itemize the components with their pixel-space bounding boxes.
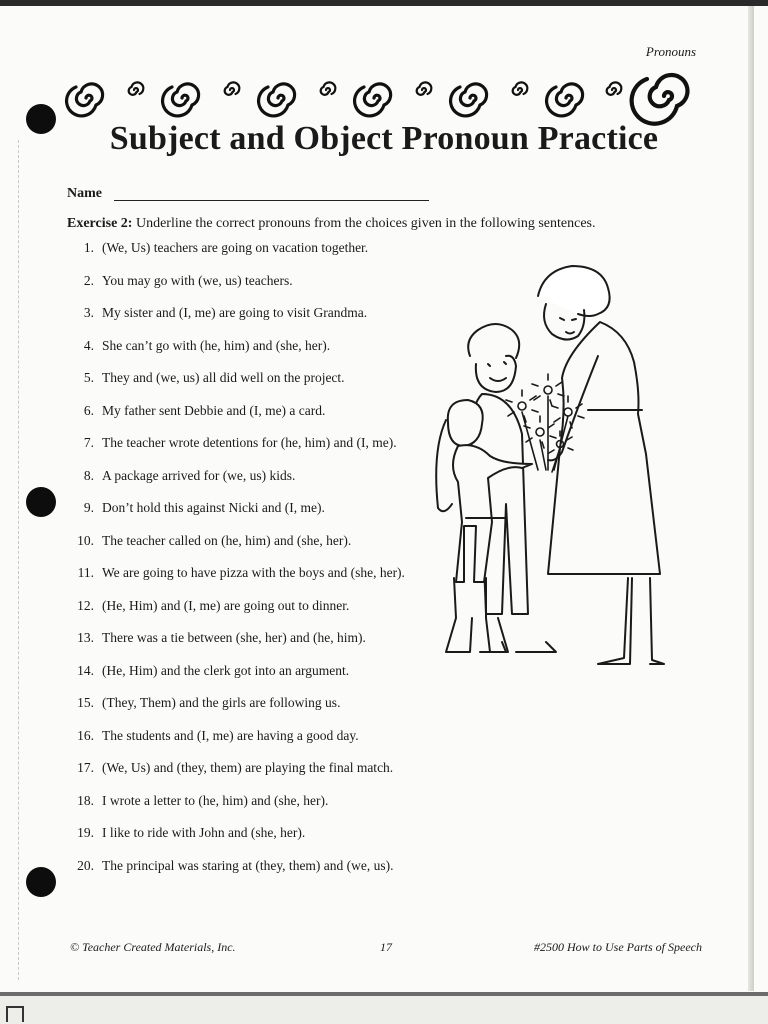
page-title: Subject and Object Pronoun Practice bbox=[109, 120, 659, 157]
item-number: 20. bbox=[77, 857, 94, 873]
list-item bbox=[68, 240, 468, 273]
item-sentence: My sister and (I, me) are going to visit Grandma. bbox=[102, 305, 368, 320]
binder-hole-icon bbox=[26, 487, 56, 517]
footer-book-title: #2500 How to Use Parts of Speech bbox=[534, 940, 702, 954]
footer-publisher: © Teacher Created Materials, Inc. bbox=[70, 940, 236, 954]
item-number: 11. bbox=[77, 565, 94, 580]
list-item bbox=[68, 273, 468, 306]
list-item bbox=[68, 598, 468, 631]
list-item bbox=[68, 728, 468, 761]
name-label: Name bbox=[67, 186, 102, 201]
list-item bbox=[68, 435, 468, 468]
item-sentence: You may go with (we, us) teachers. bbox=[102, 272, 293, 288]
footer-page-number: 17 bbox=[380, 940, 392, 954]
item-sentence: We are going to have pizza with the boys and (she, her). bbox=[102, 565, 405, 580]
list-item bbox=[68, 858, 468, 891]
item-number: 14. bbox=[77, 662, 94, 678]
exercise-instruction bbox=[67, 216, 595, 232]
binder-clip-icon bbox=[6, 1006, 24, 1022]
item-number: 12. bbox=[77, 597, 94, 613]
margin-rule bbox=[18, 140, 19, 980]
list-item bbox=[68, 663, 468, 696]
item-number: 17. bbox=[77, 760, 94, 775]
list-item bbox=[68, 533, 468, 566]
scan-bottom-strip bbox=[0, 996, 768, 1024]
list-item bbox=[68, 338, 468, 371]
item-sentence: The teacher called on (he, him) and (she, her). bbox=[102, 532, 352, 548]
item-sentence: Don’t hold this against Nicki and (I, me). bbox=[102, 500, 325, 515]
item-sentence: The principal was staring at (they, them) and (we, us). bbox=[102, 857, 394, 873]
item-sentence: (He, Him) and the clerk got into an argument. bbox=[102, 662, 350, 678]
list-item bbox=[68, 403, 468, 436]
list-item bbox=[68, 695, 468, 728]
item-sentence: They and (we, us) all did well on the project. bbox=[102, 370, 345, 385]
item-number: 1. bbox=[83, 240, 94, 255]
item-number: 8. bbox=[83, 467, 94, 483]
list-item bbox=[68, 825, 468, 858]
item-number: 18. bbox=[77, 792, 94, 808]
item-number: 15. bbox=[77, 695, 94, 710]
item-sentence: (He, Him) and (I, me) are going out to dinner. bbox=[102, 597, 350, 613]
item-number: 9. bbox=[83, 500, 94, 515]
sentence-list bbox=[68, 240, 468, 890]
family-flowers-illustration-icon bbox=[430, 260, 710, 680]
item-sentence: I wrote a letter to (he, him) and (she, her). bbox=[102, 792, 329, 808]
item-number: 10. bbox=[77, 532, 94, 548]
item-sentence: She can’t go with (he, him) and (she, her). bbox=[102, 337, 331, 353]
list-item bbox=[68, 565, 468, 598]
item-number: 5. bbox=[83, 370, 94, 385]
item-number: 19. bbox=[77, 825, 94, 840]
item-number: 3. bbox=[83, 305, 94, 320]
exercise-label: Exercise 2: bbox=[67, 216, 133, 231]
item-number: 6. bbox=[83, 402, 94, 418]
item-sentence: (We, Us) teachers are going on vacation together. bbox=[102, 240, 369, 255]
item-sentence: The teacher wrote detentions for (he, him) and (I, me). bbox=[102, 435, 397, 450]
list-item bbox=[68, 500, 468, 533]
name-field[interactable] bbox=[114, 200, 429, 201]
list-item bbox=[68, 370, 468, 403]
list-item bbox=[68, 760, 468, 793]
item-sentence: The students and (I, me) are having a good day. bbox=[102, 727, 359, 743]
item-sentence: I like to ride with John and (she, her). bbox=[102, 825, 306, 840]
item-number: 4. bbox=[83, 337, 94, 353]
list-item bbox=[68, 630, 468, 663]
item-number: 7. bbox=[83, 435, 94, 450]
item-sentence: (They, Them) and the girls are following us. bbox=[102, 695, 341, 710]
item-sentence: My father sent Debbie and (I, me) a card. bbox=[102, 402, 326, 418]
item-sentence: A package arrived for (we, us) kids. bbox=[102, 467, 296, 483]
page-top-edge bbox=[0, 0, 768, 6]
item-sentence: (We, Us) and (they, them) are playing the final match. bbox=[102, 760, 394, 775]
item-number: 16. bbox=[77, 727, 94, 743]
item-number: 13. bbox=[77, 630, 94, 645]
list-item bbox=[68, 793, 468, 826]
item-sentence: There was a tie between (she, her) and (he, him). bbox=[102, 630, 366, 645]
section-tag: Pronouns bbox=[645, 44, 696, 59]
binder-hole-icon bbox=[26, 867, 56, 897]
list-item bbox=[68, 305, 468, 338]
exercise-text: Underline the correct pronouns from the choices given in the following sentences. bbox=[135, 216, 596, 231]
list-item bbox=[68, 468, 468, 501]
item-number: 2. bbox=[83, 272, 94, 288]
